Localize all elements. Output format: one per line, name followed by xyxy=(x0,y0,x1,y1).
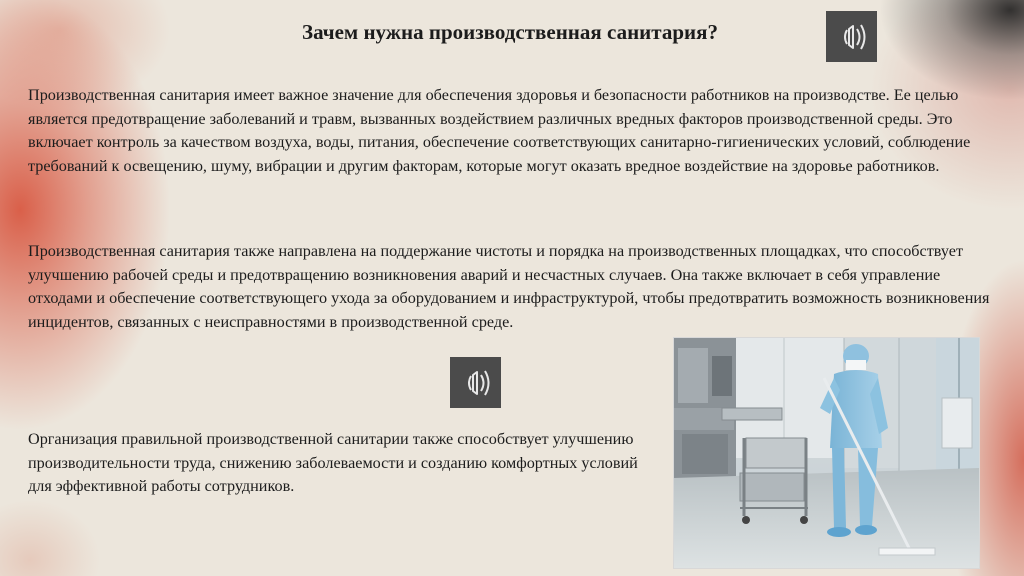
speaker-sound-icon xyxy=(456,363,496,403)
paragraph-productivity: Организация правильной производственной санитарии также способствует улучшению производительности труда, снижению заболеваемости и созданию комфортных условий для эффективной работы сотрудников. xyxy=(28,430,638,495)
speaker-sound-icon xyxy=(832,17,872,57)
audio-button-middle[interactable] xyxy=(450,357,501,408)
audio-button-top[interactable] xyxy=(826,11,877,62)
slide-title: Зачем нужна производственная санитария? xyxy=(302,20,718,44)
cleanroom-worker-mopping-photo xyxy=(673,337,980,569)
paragraph-cleanliness: Производственная санитария также направлена на поддержание чистоты и порядка на производственных площадках, что способствует улучшению рабочей среды и предотвращению возникновения аварий и несчастных случаев. Она также включает в себя управление отходами и обеспечение соответствующего ухода за оборудованием и инфраструктурой, чтобы предотвратить возможность возникновения инцидентов, связанных с неисправностями в производственной среде. xyxy=(28,242,990,331)
paragraph-importance: Производственная санитария имеет важное значение для обеспечения здоровья и безопасности работников на производстве. Ее целью является предотвращение заболеваний и травм, вызванных воздействием различных вредных факторов производственной среды. Это включает контроль за качеством воздуха, воды, питания, обеспечение соответствующих санитарно-гигиенических условий, соблюдение требований к освещению, шуму, вибрации и другим факторам, которые могут оказать вредное воздействие на здоровье работников. xyxy=(28,86,971,175)
